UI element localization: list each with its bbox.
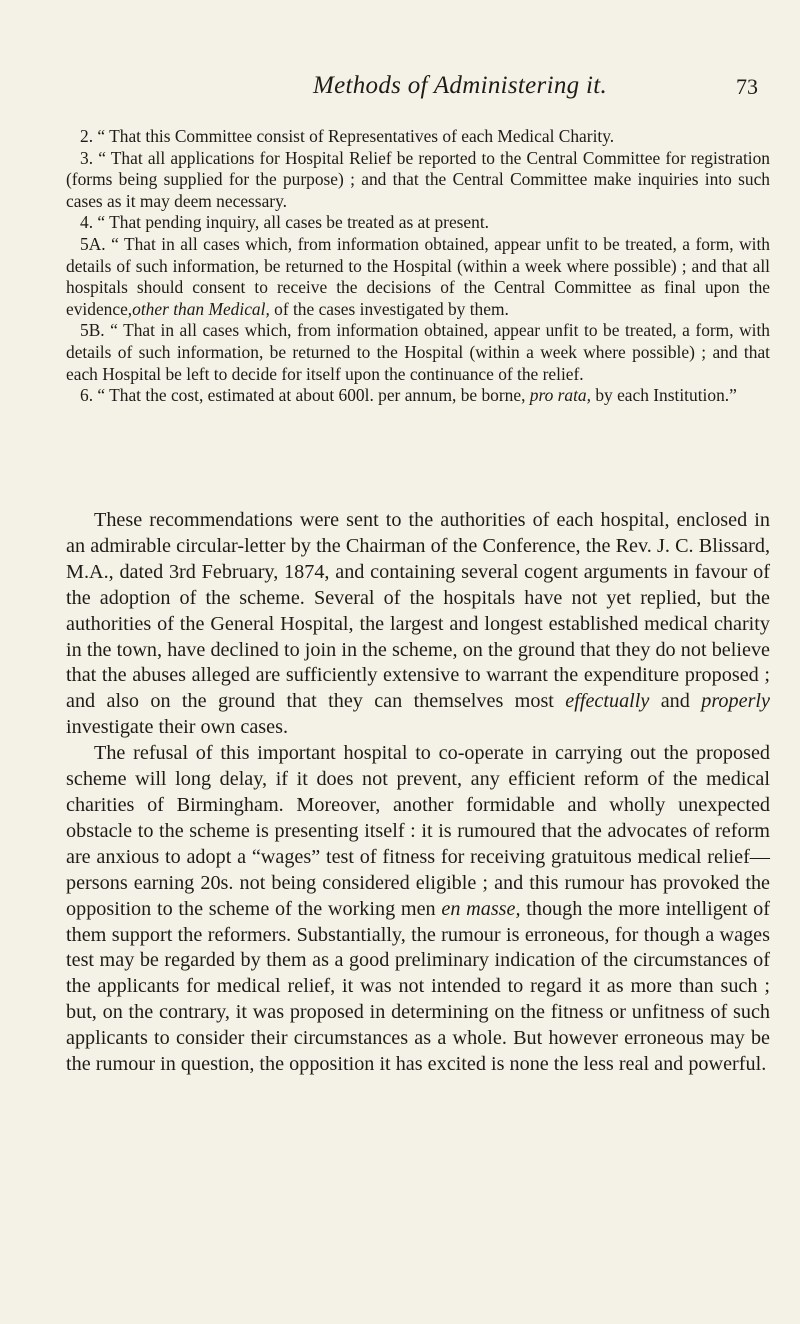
resolution-3: 3. “ That all applications for Hospital Relief be reported to the Central Committee for registration (forms being supplied for the purpose) ; and that the Central Committee make inquiries into such cases as it may deem necessary. xyxy=(66,147,770,211)
resolution-5b: 5B. “ That in all cases which, from information obtained, appear unfit to be treated, a form, with details of such information, be returned to the Hospital (within a week where possible) ; and that each Hospital be left to decide for itself upon the continuance of the relief. xyxy=(66,320,770,384)
paragraph-text: The refusal of this important hospital to co-operate in carrying out the proposed scheme will long delay, if it does not prevent, any efficient reform of the medical charities of Birmingham. Moreover, another formidable and wholly unexpected obstacle to the scheme is presenting itself : it is rumoured that the advocates of reform are anxious to adopt a “wages” test of fitness for receiving gratuitous medical relief—persons earning 20s. not being considered eligible ; and this rumour has provoked the opposition to the scheme of the working men xyxy=(66,742,770,920)
emphasis-effectually: effectually xyxy=(565,690,650,713)
resolution-6 xyxy=(66,385,770,407)
emphasis-properly: properly xyxy=(701,690,770,713)
running-head xyxy=(0,72,800,102)
paragraph-text: These recommendations were sent to the authorities of each hospital, enclosed in an admirable circular-letter by the Chairman of the Conference, the Rev. J. C. Blissard, M.A., dated 3rd February, 1874, and containing several cogent arguments in favour of the adoption of the scheme. Several of the hospitals have not yet replied, but the authorities of the General Hospital, the largest and longest established medical charity in the town, have declined to join in the scheme, on the ground that they do not believe that the abuses alleged are sufficiently extensive to warrant the expenditure proposed ; and also on the ground that they can themselves most xyxy=(66,509,770,713)
resolution-2: 2. “ That this Committee consist of Representatives of each Medical Charity. xyxy=(80,126,615,146)
resolution-5a-emphasis: other than Medical, xyxy=(132,298,270,319)
paragraph-text: though the more intelligent of them support the reformers. Substantially, the rumour is erroneous, for though a wages test may be regarded by them as a good preliminary indication of the circumstances of the applicants for medical relief, it was not intended to regard it as more than such ; but, on the contrary, it was proposed in determining on the fitness or unfitness of such applicants to consider their circumstances as a whole. But however erroneous may be the rumour in question, the opposition it has excited is none the less real and powerful. xyxy=(66,897,771,1076)
paragraph-text: and xyxy=(649,690,702,713)
body-text xyxy=(66,508,770,1078)
paragraph-recommendations xyxy=(66,508,770,741)
resolution-4: 4. “ That pending inquiry, all cases be treated as at present. xyxy=(80,212,490,233)
running-title: Methods of Administering it. xyxy=(312,72,608,99)
paragraph-text: investigate their own cases. xyxy=(66,716,288,739)
resolution-6-emphasis: pro rata, xyxy=(529,385,591,406)
paragraph-refusal xyxy=(66,741,770,1078)
resolution-6-text-end: by each Institution.” xyxy=(590,385,737,406)
page-number: 73 xyxy=(736,74,758,99)
resolution-5a-text-end: of the cases investigated by them. xyxy=(269,298,509,319)
resolutions-list xyxy=(66,126,770,407)
emphasis-en-masse: en masse, xyxy=(441,897,521,920)
resolution-5a xyxy=(66,234,770,320)
resolution-6-text: 6. “ That the cost, estimated at about 600l. per annum, be borne, xyxy=(80,385,530,406)
resolution-5a-text: 5A. “ That in all cases which, from information obtained, appear unfit to be treated, a form, with details of such information, be returned to the Hospital (within a week where possible) ; and that all hospitals should consent to receive the decisions of the Central Committee as final upon the evidence, xyxy=(66,233,770,319)
